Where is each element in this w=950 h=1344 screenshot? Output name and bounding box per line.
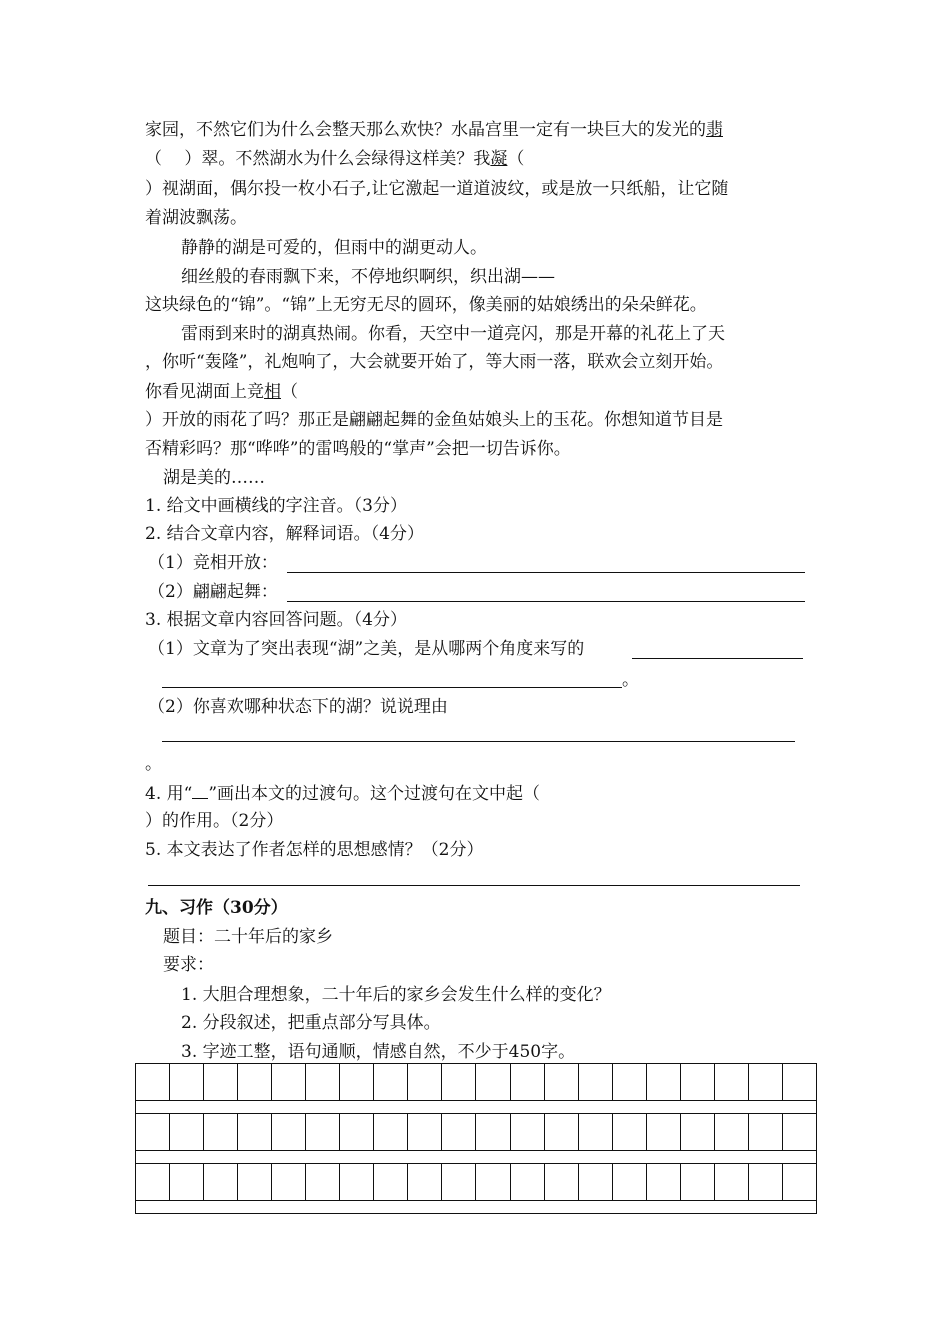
grid-cell[interactable]	[272, 1114, 306, 1150]
grid-cell[interactable]	[647, 1114, 681, 1150]
grid-cell[interactable]	[476, 1114, 510, 1150]
question-5: 5. 本文表达了作者怎样的思想感情？（2分）	[145, 840, 484, 860]
grid-cell[interactable]	[340, 1064, 374, 1100]
underlined-char: 相	[264, 382, 281, 402]
grid-cell[interactable]	[170, 1064, 204, 1100]
grid-cell[interactable]	[579, 1064, 613, 1100]
question-3-1: （1）文章为了突出表现“湖”之美，是从哪两个角度来写的	[148, 639, 585, 659]
answer-line[interactable]	[632, 658, 803, 659]
question-2-1: （1）竞相开放：	[148, 553, 278, 573]
passage-text: 你看见湖面上竞	[145, 382, 264, 402]
grid-cell[interactable]	[613, 1164, 647, 1200]
grid-cell[interactable]	[238, 1114, 272, 1150]
grid-cell[interactable]	[749, 1064, 783, 1100]
grid-cell[interactable]	[340, 1114, 374, 1150]
grid-cell[interactable]	[442, 1164, 476, 1200]
question-2: 2. 结合文章内容，解释词语。（4分）	[145, 524, 424, 544]
passage-line-10	[145, 380, 298, 404]
requirement-1: 1. 大胆合理想象，二十年后的家乡会发生什么样的变化？	[181, 985, 611, 1005]
grid-cell[interactable]	[715, 1064, 749, 1100]
underline-mark	[192, 780, 208, 799]
question-2-2: （2）翩翩起舞：	[148, 582, 278, 602]
question-3-2: （2）你喜欢哪种状态下的湖？说说理由	[148, 697, 448, 717]
grid-cell[interactable]	[579, 1114, 613, 1150]
grid-row[interactable]	[135, 1163, 817, 1200]
grid-spacer	[135, 1150, 817, 1163]
grid-cell[interactable]	[204, 1164, 238, 1200]
grid-cell[interactable]	[681, 1064, 715, 1100]
grid-cell[interactable]	[681, 1164, 715, 1200]
passage-line-2	[145, 147, 524, 171]
grid-cell[interactable]	[613, 1064, 647, 1100]
grid-cell[interactable]	[749, 1164, 783, 1200]
grid-cell[interactable]	[613, 1114, 647, 1150]
grid-cell[interactable]	[170, 1164, 204, 1200]
grid-cell[interactable]	[681, 1114, 715, 1150]
passage-line-9: ，你听“轰隆”，礼炮响了，大会就要开始了，等大雨一落，联欢会立刻开始。	[145, 352, 724, 372]
grid-cell[interactable]	[647, 1064, 681, 1100]
grid-cell[interactable]	[136, 1114, 170, 1150]
passage-line-4: 着湖波飘荡。	[145, 208, 247, 228]
passage-line-7: 这块绿色的“锦”。“锦”上无穷无尽的圆环，像美丽的姑娘绣出的朵朵鲜花。	[145, 295, 707, 315]
requirement-3: 3. 字迹工整，语句通顺，情感自然，不少于450字。	[181, 1042, 576, 1062]
grid-cell[interactable]	[715, 1164, 749, 1200]
grid-cell[interactable]	[340, 1164, 374, 1200]
question-1: 1. 给文中画横线的字注音。（3分）	[145, 496, 407, 516]
grid-cell[interactable]	[442, 1064, 476, 1100]
grid-row[interactable]	[135, 1063, 817, 1100]
question-text: 4. 用“	[145, 784, 193, 804]
grid-cell[interactable]	[545, 1064, 579, 1100]
passage-line-5: 静静的湖是可爱的，但雨中的湖更动人。	[181, 238, 487, 258]
grid-cell[interactable]	[545, 1114, 579, 1150]
answer-line[interactable]	[148, 885, 800, 886]
passage-text: 家园，不然它们为什么会整天那么欢快？水晶宫里一定有一块巨大的发光的	[145, 120, 706, 140]
grid-cell[interactable]	[238, 1064, 272, 1100]
grid-cell[interactable]	[579, 1164, 613, 1200]
grid-cell[interactable]	[272, 1164, 306, 1200]
answer-line[interactable]	[162, 741, 795, 742]
grid-cell[interactable]	[204, 1064, 238, 1100]
grid-cell[interactable]	[136, 1064, 170, 1100]
answer-line[interactable]	[287, 572, 805, 573]
requirement-2: 2. 分段叙述，把重点部分写具体。	[181, 1013, 441, 1033]
grid-cell[interactable]	[136, 1164, 170, 1200]
grid-cell[interactable]	[306, 1064, 340, 1100]
grid-cell[interactable]	[272, 1064, 306, 1100]
question-3-1-end: 。	[622, 670, 639, 690]
grid-cell[interactable]	[170, 1114, 204, 1150]
grid-cell[interactable]	[783, 1064, 817, 1100]
requirements-label: 要求：	[163, 955, 214, 975]
passage-line-13: 湖是美的……	[163, 468, 265, 488]
composition-heading: 九、习作（30分）	[145, 898, 288, 918]
passage-line-6: 细丝般的春雨飘下来，不停地织啊织，织出湖——	[181, 267, 555, 287]
grid-spacer	[135, 1200, 817, 1214]
grid-cell[interactable]	[374, 1064, 408, 1100]
passage-line-1	[145, 118, 723, 142]
grid-cell[interactable]	[511, 1164, 545, 1200]
passage-line-12: 否精彩吗？那“哗哗”的雷鸣般的“掌声”会把一切告诉你。	[145, 439, 571, 459]
grid-cell[interactable]	[545, 1164, 579, 1200]
question-3: 3. 根据文章内容回答问题。（4分）	[145, 610, 407, 630]
grid-cell[interactable]	[715, 1114, 749, 1150]
grid-cell[interactable]	[783, 1114, 817, 1150]
grid-cell[interactable]	[374, 1164, 408, 1200]
answer-line[interactable]	[287, 601, 805, 602]
question-4	[145, 780, 540, 806]
grid-cell[interactable]	[238, 1164, 272, 1200]
grid-cell[interactable]	[511, 1114, 545, 1150]
underlined-char: 凝	[490, 149, 508, 169]
composition-title: 题目：二十年后的家乡	[163, 927, 333, 947]
underlined-char: 翡	[706, 120, 723, 140]
passage-line-3: ）视湖面，偶尔投一枚小石子,让它激起一道道波纹，或是放一只纸船，让它随	[145, 179, 729, 199]
grid-cell[interactable]	[749, 1114, 783, 1150]
grid-cell[interactable]	[408, 1114, 442, 1150]
question-4-line-2: ）的作用。（2分）	[145, 811, 284, 831]
grid-spacer	[135, 1100, 817, 1113]
grid-row[interactable]	[135, 1113, 817, 1150]
grid-cell[interactable]	[476, 1164, 510, 1200]
grid-cell[interactable]	[442, 1114, 476, 1150]
grid-cell[interactable]	[306, 1164, 340, 1200]
grid-cell[interactable]	[204, 1114, 238, 1150]
passage-line-11: ）开放的雨花了吗？那正是翩翩起舞的金鱼姑娘头上的玉花。你想知道节目是	[145, 410, 723, 430]
grid-cell[interactable]	[476, 1064, 510, 1100]
passage-text: （ ）翠。不然湖水为什么会绿得这样美？我	[145, 149, 491, 169]
question-text: ”画出本文的过渡句。这个过渡句在文中起（	[208, 784, 541, 804]
grid-cell[interactable]	[511, 1064, 545, 1100]
writing-grid[interactable]	[135, 1063, 817, 1214]
passage-line-8: 雷雨到来时的湖真热闹。你看，天空中一道亮闪，那是开幕的礼花上了天	[181, 324, 725, 344]
grid-cell[interactable]	[783, 1164, 817, 1200]
grid-cell[interactable]	[306, 1114, 340, 1150]
question-3-2-end: 。	[145, 754, 162, 774]
grid-cell[interactable]	[408, 1164, 442, 1200]
grid-cell[interactable]	[408, 1064, 442, 1100]
answer-line[interactable]	[162, 687, 622, 688]
grid-cell[interactable]	[374, 1114, 408, 1150]
passage-text: （	[507, 149, 525, 169]
grid-cell[interactable]	[647, 1164, 681, 1200]
passage-text: （	[281, 382, 298, 402]
